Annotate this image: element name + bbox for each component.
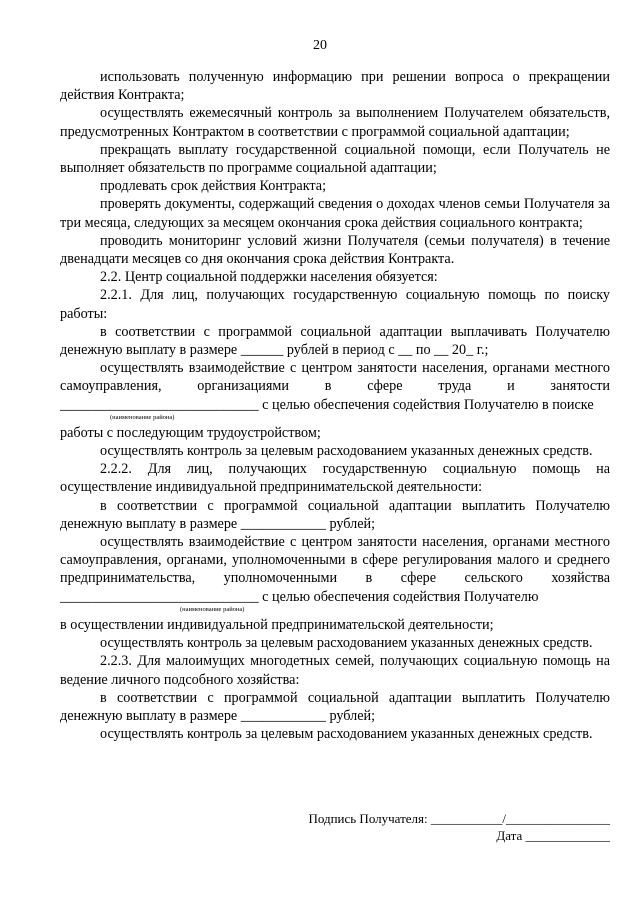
paragraph: прекращать выплату государственной социальной помощи, если Получатель не выполняет обязательств по программе социальной адаптации; bbox=[60, 141, 610, 177]
paragraph: в соответствии с программой социальной адаптации выплатить Получателю денежную выплату в размере ____________ рублей; bbox=[60, 689, 610, 724]
paragraph: осуществлять ежемесячный контроль за выполнением Получателем обязательств, предусмотренных Контрактом в соответствии с программой социальной адаптации; bbox=[60, 105, 610, 140]
paragraph: осуществлять взаимодействие с центром занятости населения, органами местного самоуправления, организациями в сфере труда и занятости ____________________________ с целью обеспечения содействия Получателю в поиске bbox=[60, 360, 610, 413]
paragraph: в осуществлении индивидуальной предпринимательской деятельности; bbox=[60, 616, 494, 633]
page-number: 20 bbox=[313, 38, 327, 53]
signature-block bbox=[60, 810, 610, 844]
paragraph: использовать полученную информацию при решении вопроса о прекращении действия Контракта; bbox=[60, 69, 610, 104]
recipient-signature-line: Подпись Получателя: ___________/________________ bbox=[308, 811, 610, 826]
date-line: Дата _____________ bbox=[496, 828, 610, 843]
paragraph: осуществлять контроль за целевым расходованием указанных денежных средств. bbox=[100, 635, 593, 652]
paragraph: работы с последующим трудоустройством; bbox=[60, 424, 321, 441]
subsection-heading: 2.2.2. Для лиц, получающих государственную социальную помощь на осуществление индивидуальной предпринимательской деятельности: bbox=[60, 461, 610, 496]
paragraph: осуществлять контроль за целевым расходованием указанных денежных средств. bbox=[100, 726, 593, 743]
paragraph: проводить мониторинг условий жизни Получателя (семьи получателя) в течение двенадцати месяцев со дня окончания срока действия Контракта. bbox=[60, 232, 610, 268]
paragraph: в соответствии с программой социальной адаптации выплачивать Получателю денежную выплату в размере ______ рублей в период с __ по __ 20_ г.; bbox=[60, 323, 610, 359]
subsection-heading: 2.2.3. Для малоимущих многодетных семей, получающих социальную помощь на ведение личного подсобного хозяйства: bbox=[60, 653, 610, 688]
subsection-heading: 2.2.1. Для лиц, получающих государственную социальную помощь по поиску работы: bbox=[60, 287, 610, 322]
paragraph: осуществлять взаимодействие с центром занятости населения, органами местного самоуправления, органами, уполномоченными в сфере регулирования малого и среднего предпринимательства, уполномоченными в сфере сельского хозяйства ____________________________ с целью обеспечения содействия Получателю bbox=[60, 534, 610, 605]
section-heading: 2.2. Центр социальной поддержки населения обязуется: bbox=[100, 269, 438, 286]
paragraph: продлевать срок действия Контракта; bbox=[100, 178, 327, 195]
district-caption: (наименование района) bbox=[180, 605, 245, 613]
paragraph: осуществлять контроль за целевым расходованием указанных денежных средств. bbox=[100, 443, 593, 460]
document-body bbox=[60, 68, 610, 743]
paragraph: проверять документы, содержащий сведения о доходах членов семьи Получателя за три месяца, следующих за месяцем окончания срока действия социального контракта; bbox=[60, 196, 610, 231]
paragraph: в соответствии с программой социальной адаптации выплатить Получателю денежную выплату в размере ____________ рублей; bbox=[60, 497, 610, 532]
district-caption: (наименование района) bbox=[110, 413, 175, 421]
